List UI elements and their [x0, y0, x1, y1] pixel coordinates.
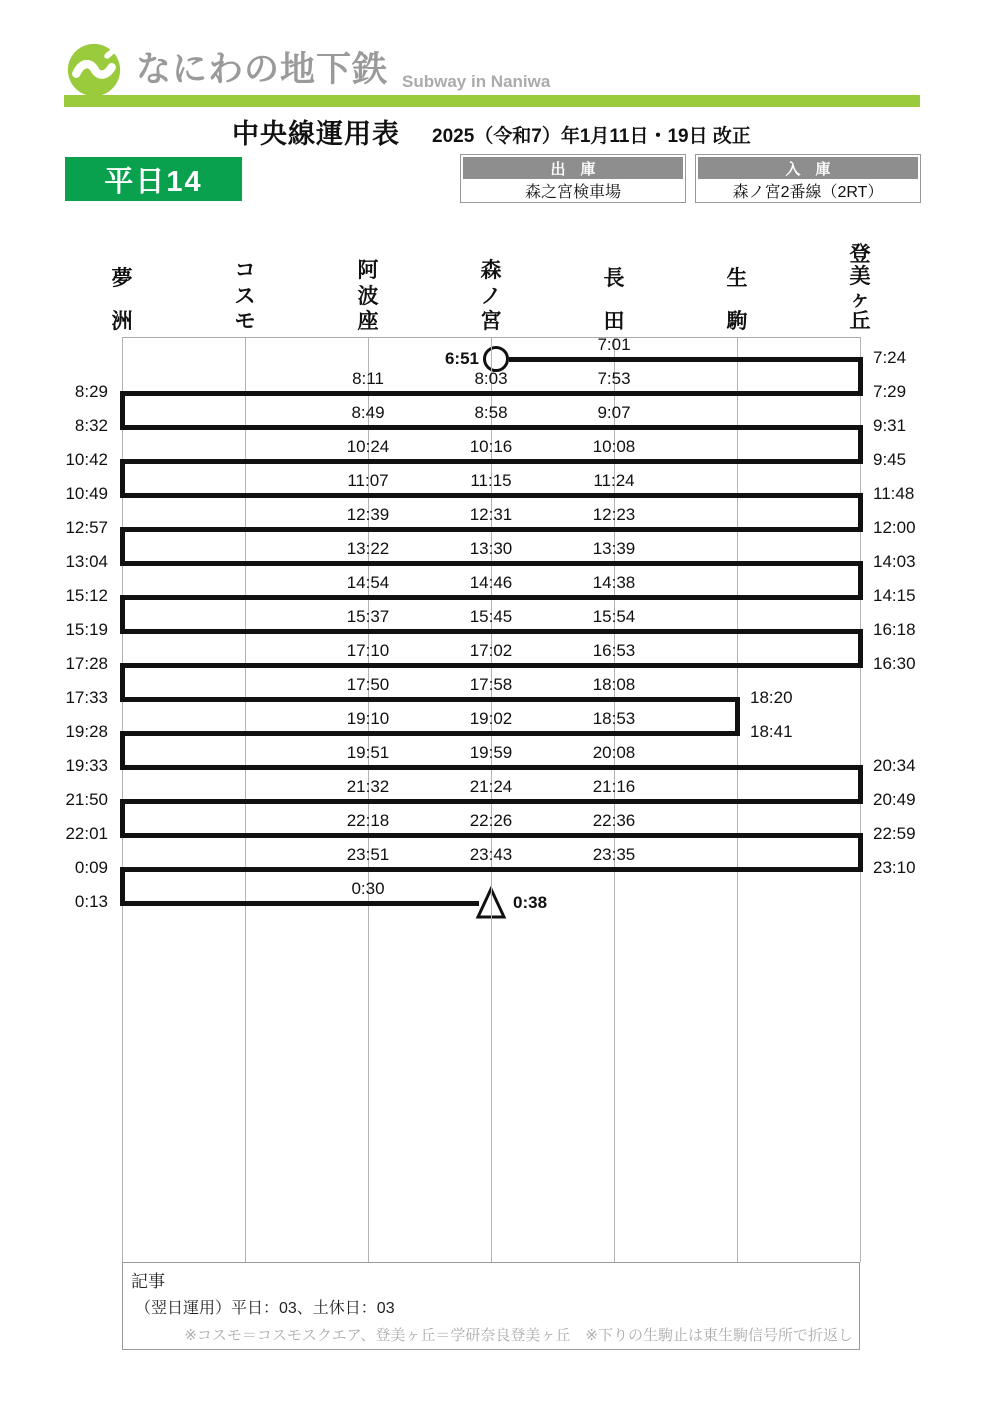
station-header-char: 阿	[357, 259, 379, 282]
run-time-label: 13:30	[469, 539, 513, 558]
run-time-label: 17:50	[346, 675, 390, 694]
terminal-time-label: 17:33	[65, 688, 108, 707]
run-time-label: 13:39	[592, 539, 636, 558]
station-header-char: 丘	[849, 309, 871, 333]
terminal-time-label: 18:20	[750, 688, 793, 707]
terminal-time-label: 8:32	[74, 416, 108, 435]
notes-box	[122, 1262, 860, 1350]
terminal-time-label: 20:49	[873, 790, 916, 809]
run-time-label: 9:07	[597, 403, 631, 422]
run-time-label: 8:11	[352, 369, 384, 388]
run-line	[120, 663, 863, 668]
terminal-time-label: 23:10	[873, 858, 916, 877]
station-header-char: 森	[480, 259, 502, 282]
run-time-label: 11:15	[470, 471, 512, 490]
terminal-time-label: 7:29	[873, 382, 907, 401]
run-time-label: 8:49	[351, 403, 385, 422]
run-time-label: 19:10	[346, 709, 390, 728]
depot-in-label: 入 庫	[698, 157, 918, 179]
turnback-connector	[858, 357, 863, 396]
run-time-label: 15:54	[592, 607, 636, 626]
run-time-label: 19:59	[469, 743, 513, 762]
run-line	[120, 901, 480, 906]
station-header-char: ヶ	[849, 287, 871, 311]
run-time-label: 7:01	[597, 335, 631, 354]
station-header-char: 宮	[480, 310, 502, 333]
run-time-label: 23:35	[592, 845, 636, 864]
terminal-time-label: 19:28	[65, 722, 108, 741]
run-time-label: 23:51	[346, 845, 390, 864]
station-header	[593, 268, 635, 332]
run-line	[120, 425, 863, 430]
terminal-time-label: 0:09	[74, 858, 108, 877]
run-time-label: 10:16	[469, 437, 513, 456]
run-line	[120, 765, 863, 770]
run-time-label: 8:03	[474, 369, 508, 388]
turnback-connector	[120, 459, 125, 498]
terminal-time-label: 0:13	[74, 892, 108, 911]
run-time-label: 22:36	[592, 811, 636, 830]
turnback-connector	[120, 527, 125, 566]
turnback-connector	[120, 391, 125, 430]
run-time-label: 18:08	[592, 675, 636, 694]
turnback-connector	[858, 493, 863, 532]
station-header-char: ノ	[480, 284, 502, 308]
run-line	[120, 493, 863, 498]
turnback-connector	[120, 799, 125, 838]
terminal-time-label: 9:31	[873, 416, 907, 435]
turnback-connector	[120, 867, 125, 906]
run-time-label: 21:16	[592, 777, 636, 796]
run-time-label: 21:24	[469, 777, 513, 796]
run-line	[120, 867, 863, 872]
terminal-time-label: 15:12	[65, 586, 108, 605]
turnback-connector	[120, 731, 125, 770]
station-header-char: 夢	[111, 267, 133, 290]
run-time-label: 16:53	[592, 641, 636, 660]
station-header-char: モ	[234, 310, 256, 333]
terminal-time-label: 14:15	[873, 586, 916, 605]
run-time-label: 15:37	[346, 607, 390, 626]
logo-subtitle: Subway in Naniwa	[402, 72, 551, 91]
station-header-char: 生	[726, 267, 748, 290]
station-header-char: コ	[234, 259, 256, 282]
run-time-label: 17:58	[469, 675, 513, 694]
terminal-time-label: 7:24	[873, 348, 907, 367]
run-line	[120, 459, 863, 464]
turnback-connector	[858, 833, 863, 872]
run-line	[120, 833, 863, 838]
start-time-label: 6:51	[444, 349, 479, 368]
turnback-connector	[120, 663, 125, 702]
run-time-label: 11:24	[593, 471, 635, 490]
turnback-connector	[858, 629, 863, 668]
terminal-time-label: 8:29	[74, 382, 108, 401]
station-header-char: 洲	[111, 310, 133, 333]
run-time-label: 23:43	[469, 845, 513, 864]
terminal-time-label: 19:33	[65, 756, 108, 775]
run-time-label: 15:45	[469, 607, 513, 626]
station-header	[347, 260, 389, 332]
station-header	[470, 260, 512, 332]
run-line	[120, 697, 740, 702]
run-time-label: 14:46	[469, 573, 513, 592]
end-time-label: 0:38	[513, 893, 548, 912]
page-title: 中央線運用表	[232, 119, 400, 149]
run-line	[120, 731, 740, 736]
notes-heading: 記事	[131, 1272, 165, 1291]
run-time-label: 10:08	[592, 437, 636, 456]
run-time-label: 0:30	[351, 879, 385, 898]
terminal-time-label: 16:30	[873, 654, 916, 673]
terminal-time-label: 15:19	[65, 620, 108, 639]
run-time-label: 17:02	[469, 641, 513, 660]
terminal-time-label: 13:04	[65, 552, 108, 571]
terminal-time-label: 18:41	[750, 722, 793, 741]
run-time-label: 7:53	[597, 369, 631, 388]
turnback-connector	[735, 697, 740, 736]
run-line	[120, 527, 863, 532]
depot-in-value: 森ノ宮2番線（2RT）	[732, 184, 884, 201]
station-header-char: 駒	[726, 310, 748, 333]
run-time-label: 19:02	[469, 709, 513, 728]
run-line	[120, 595, 863, 600]
run-time-label: 11:07	[347, 471, 389, 490]
run-time-label: 14:54	[346, 573, 390, 592]
depot-out-label: 出 庫	[463, 157, 683, 179]
run-time-label: 17:10	[346, 641, 390, 660]
station-header-char: 波	[357, 284, 379, 308]
run-time-label: 12:31	[469, 505, 513, 524]
run-time-label: 22:18	[346, 811, 390, 830]
revision-date: 2025（令和7）年1月11日・19日 改正	[432, 126, 751, 147]
turnback-connector	[120, 595, 125, 634]
run-time-label: 22:26	[469, 811, 513, 830]
turnback-connector	[858, 425, 863, 464]
run-time-label: 14:38	[592, 573, 636, 592]
terminal-time-label: 17:28	[65, 654, 108, 673]
run-time-label: 20:08	[592, 743, 636, 762]
terminal-time-label: 22:01	[65, 824, 108, 843]
run-time-label: 12:39	[346, 505, 390, 524]
notes-body: （翌日運用）平日：03、土休日：03	[135, 1300, 395, 1317]
run-time-label: 19:51	[346, 743, 390, 762]
terminal-time-label: 12:00	[873, 518, 916, 537]
station-header	[716, 268, 758, 332]
run-line	[509, 357, 863, 362]
duty-badge: 平日14	[65, 157, 242, 201]
station-header	[224, 260, 266, 332]
terminal-time-label: 12:57	[65, 518, 108, 537]
station-header	[839, 244, 881, 332]
run-time-label: 8:58	[474, 403, 508, 422]
run-time-label: 21:32	[346, 777, 390, 796]
run-line	[120, 799, 863, 804]
terminal-time-label: 20:34	[873, 756, 916, 775]
run-time-label: 18:53	[592, 709, 636, 728]
terminal-time-label: 10:42	[65, 450, 108, 469]
turnback-connector	[858, 765, 863, 804]
terminal-time-label: 21:50	[65, 790, 108, 809]
run-line	[120, 629, 863, 634]
station-header-char: ス	[234, 284, 256, 308]
run-line	[120, 391, 863, 396]
run-time-label: 13:22	[346, 539, 390, 558]
run-line	[120, 561, 863, 566]
depot-out-value: 森之宮検車場	[524, 184, 621, 201]
terminal-time-label: 10:49	[65, 484, 108, 503]
station-header-char: 座	[357, 310, 379, 333]
diagram-top-border	[122, 337, 860, 338]
station-header-char: 長	[603, 267, 625, 290]
terminal-time-label: 9:45	[873, 450, 907, 469]
terminal-time-label: 11:48	[873, 484, 915, 503]
run-time-label: 12:23	[592, 505, 636, 524]
station-header-char: 登	[849, 243, 871, 266]
logo-name: なにわの地下鉄	[136, 50, 389, 89]
turnback-connector	[858, 561, 863, 600]
notes-footer: ※コスモ＝コスモスクエア、登美ヶ丘＝学研奈良登美ヶ丘 ※下りの生駒止は東生駒信号所で折返し	[184, 1327, 853, 1344]
run-time-label: 10:24	[346, 437, 390, 456]
terminal-time-label: 16:18	[873, 620, 916, 639]
station-header-char: 田	[603, 310, 625, 333]
terminal-time-label: 14:03	[873, 552, 916, 571]
terminal-time-label: 22:59	[873, 824, 916, 843]
station-header-char: 美	[849, 265, 871, 289]
station-header	[101, 268, 143, 332]
